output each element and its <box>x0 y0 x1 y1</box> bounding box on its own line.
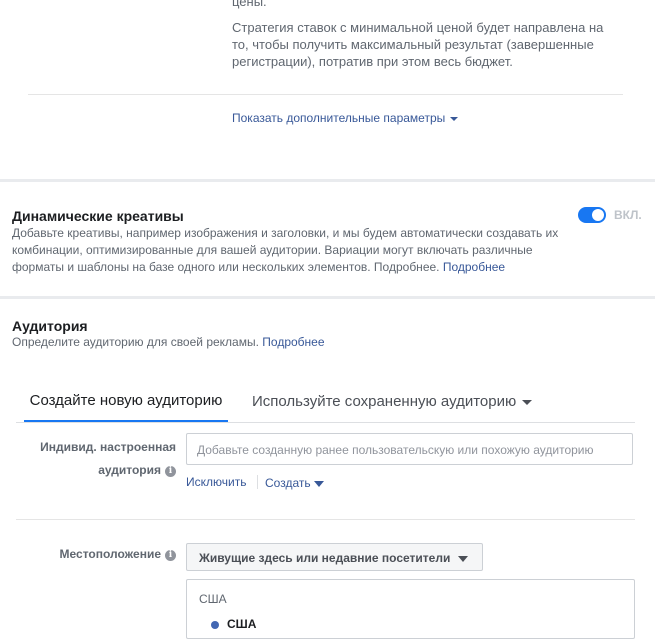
custom-audience-label-line1: Индивид. настроенная <box>40 440 176 454</box>
section-separator <box>0 179 655 182</box>
caret-down-icon <box>450 117 458 121</box>
create-audience-label: Создать <box>265 476 311 490</box>
tabs-divider <box>16 422 635 423</box>
exclude-audience-link[interactable]: Исключить <box>186 475 247 489</box>
custom-audience-label-line2: аудитория <box>98 463 161 477</box>
location-group-label: США <box>199 592 227 606</box>
toggle-label: ВКЛ. <box>614 208 642 222</box>
dynamic-creatives-description <box>12 225 572 276</box>
info-icon[interactable]: i <box>165 466 176 477</box>
audience-description-text: Определите аудиторию для своей рекламы. <box>12 335 259 349</box>
dynamic-creatives-learn-more-link[interactable]: Подробнее <box>442 260 506 274</box>
divider <box>28 94 623 95</box>
location-type-dropdown[interactable] <box>186 543 483 571</box>
bid-strategy-cut-text: цены. <box>232 0 267 9</box>
bid-strategy-description: Стратегия ставок с минимальной ценой будет направлена на то, чтобы получить максимальный результат (завершенные регистрации), потратив при этом весь бюджет. <box>232 20 604 69</box>
caret-down-icon <box>458 556 468 562</box>
location-selected-item[interactable]: США <box>227 617 257 631</box>
location-label-text: Местоположение <box>59 547 161 561</box>
custom-audience-input[interactable]: Добавьте созданную ранее пользовательскую или похожую аудиторию <box>186 433 633 465</box>
show-more-label: Показать дополнительные параметры <box>232 111 446 125</box>
divider <box>16 519 635 520</box>
show-more-options-link[interactable] <box>232 111 458 125</box>
caret-down-icon <box>314 481 324 487</box>
tab-create-new-audience[interactable]: Создайте новую аудиторию <box>29 392 223 409</box>
dynamic-creatives-title: Динамические креативы <box>12 208 184 224</box>
location-type-value: Живущие здесь или недавние посетители <box>199 551 451 565</box>
dynamic-creatives-description-text: Добавьте креативы, например изображения и заголовки, и мы будем автоматически создавать их комбинации, оптимизированные для вашей аудитории. Вариации могут включать различные форматы и шаблоны на базе одного или нескольких элементов. Подробнее. <box>12 226 559 274</box>
location-pin-icon <box>211 621 219 629</box>
audience-title: Аудитория <box>12 318 88 334</box>
section-separator <box>0 296 655 299</box>
caret-down-icon <box>522 400 532 405</box>
audience-learn-more-link[interactable]: Подробнее <box>262 335 325 349</box>
toggle-knob <box>592 209 604 221</box>
custom-audience-label <box>16 436 176 482</box>
audience-description <box>12 335 325 349</box>
location-label <box>16 545 176 563</box>
tab-use-saved-audience[interactable] <box>252 393 532 410</box>
dynamic-creatives-toggle[interactable] <box>578 207 606 223</box>
create-audience-dropdown[interactable] <box>265 476 324 490</box>
tab-saved-label: Используйте сохраненную аудиторию <box>252 393 517 410</box>
info-icon[interactable]: i <box>165 550 176 561</box>
link-separator <box>257 475 258 489</box>
